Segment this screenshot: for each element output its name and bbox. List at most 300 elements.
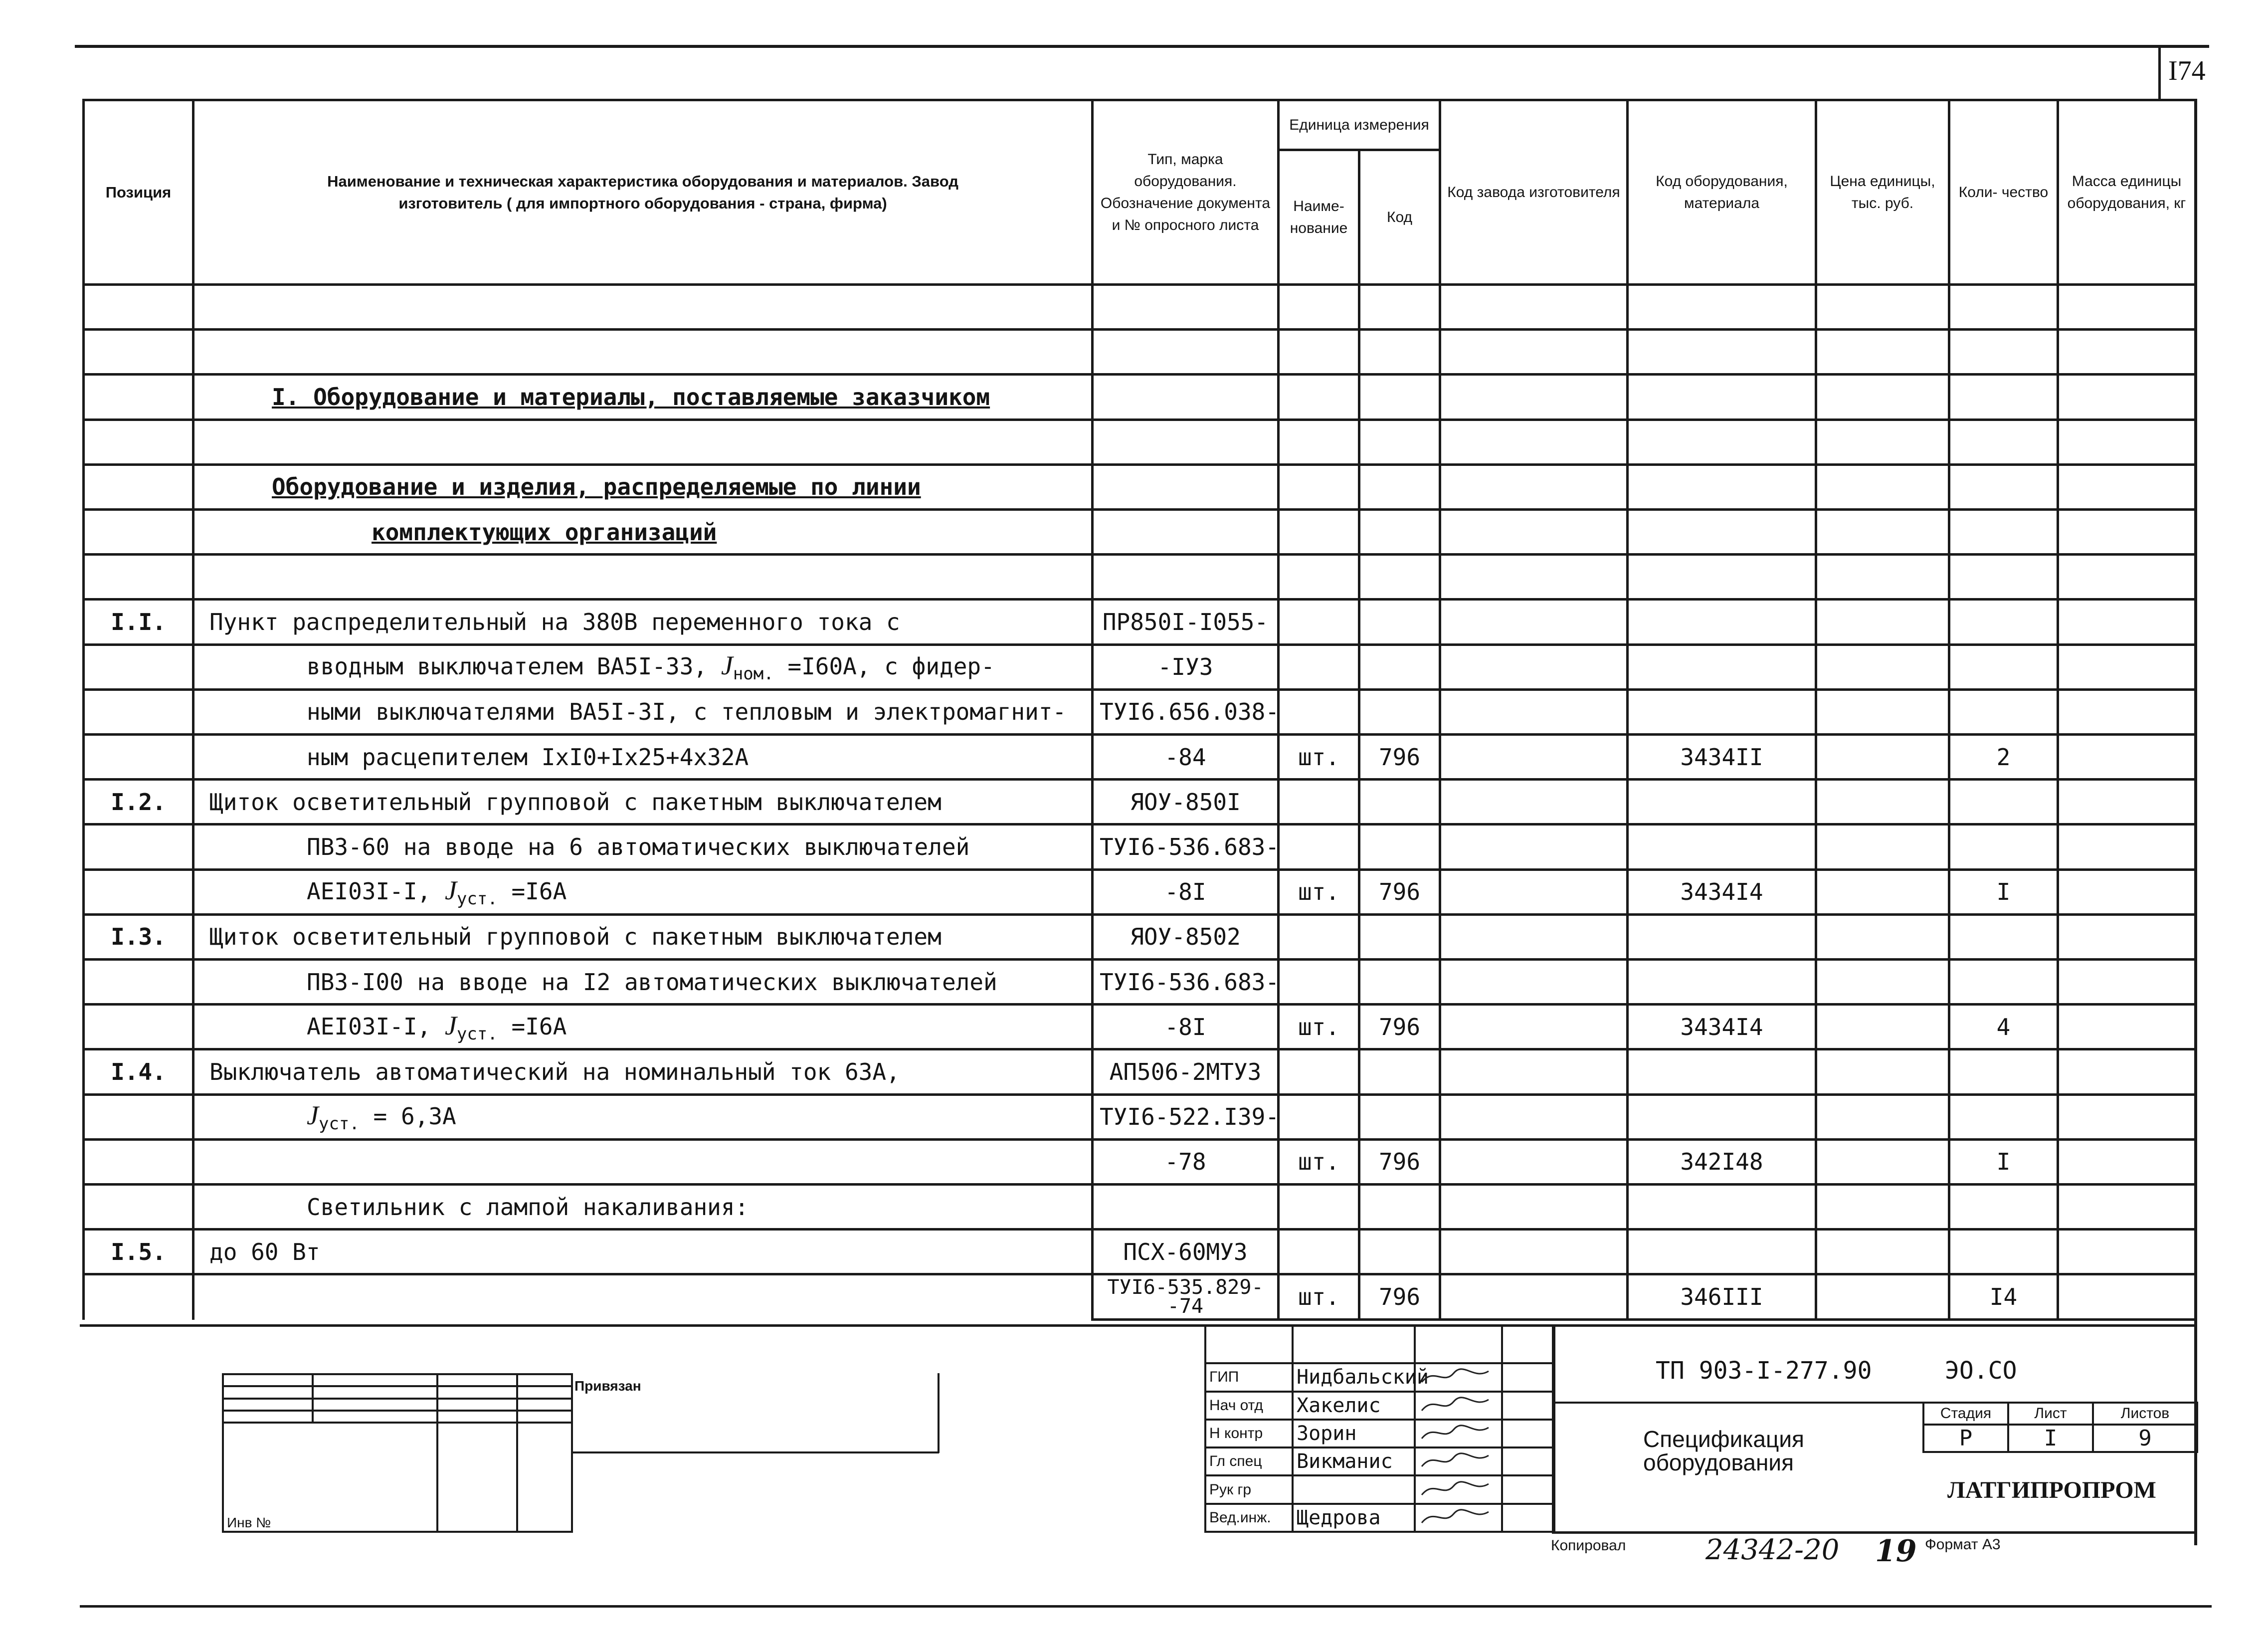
mass-cell bbox=[2058, 1005, 2196, 1049]
date-cell bbox=[1502, 1475, 1554, 1503]
signature-row bbox=[1205, 1475, 1554, 1503]
item-text: ным расцепителем IxI0+Ix25+4x32А bbox=[307, 743, 749, 771]
item-text-tail: =I60А, с фидер- bbox=[773, 653, 995, 680]
specification-table bbox=[82, 99, 2197, 1321]
role-label: Нач отд bbox=[1205, 1392, 1293, 1420]
equipment-code-cell: 346III bbox=[1628, 1274, 1816, 1320]
position-cell bbox=[84, 960, 193, 1005]
current-subscript: уст. bbox=[456, 1024, 498, 1044]
unit-name-cell bbox=[1279, 330, 1359, 375]
table-row bbox=[84, 555, 2196, 600]
equipment-code-cell bbox=[1628, 419, 1816, 464]
unit-name-cell bbox=[1279, 375, 1359, 419]
unit-name-cell bbox=[1279, 780, 1359, 825]
table-row bbox=[84, 825, 2196, 869]
position-cell bbox=[84, 419, 193, 464]
name-cell bbox=[193, 960, 1093, 1005]
quantity-cell bbox=[1949, 285, 2058, 330]
position-cell bbox=[84, 1094, 193, 1139]
factory-code-cell bbox=[1440, 960, 1628, 1005]
role-label: ГИП bbox=[1205, 1363, 1293, 1391]
position-cell bbox=[84, 510, 193, 555]
copy-number: 24342-20 bbox=[1705, 1534, 1840, 1566]
type-cell: ЯОУ-8502 bbox=[1093, 914, 1279, 959]
name-cell bbox=[193, 464, 1093, 509]
unit-name-cell: шт. bbox=[1279, 735, 1359, 780]
price-cell bbox=[1816, 510, 1949, 555]
item-text: Светильник с лампой накаливания: bbox=[307, 1193, 749, 1221]
table-row bbox=[84, 1230, 2196, 1274]
position-cell bbox=[84, 375, 193, 419]
position-cell bbox=[84, 689, 193, 734]
position-cell: I.5. bbox=[84, 1230, 193, 1274]
name-cell bbox=[193, 600, 1093, 644]
item-text: АЕI03I-I, bbox=[307, 1013, 445, 1040]
equipment-code-cell bbox=[1628, 1185, 1816, 1230]
unit-code-cell bbox=[1359, 330, 1440, 375]
unit-code-cell bbox=[1359, 1185, 1440, 1230]
section-heading: Оборудование и изделия, распределяемые по линии bbox=[272, 473, 921, 501]
name-cell bbox=[193, 375, 1093, 419]
stage-sheet-table bbox=[1922, 1402, 2198, 1453]
table-row bbox=[84, 600, 2196, 644]
factory-code-cell bbox=[1440, 419, 1628, 464]
handwritten-signature bbox=[1419, 1449, 1494, 1471]
table-row bbox=[84, 1094, 2196, 1139]
unit-code-cell bbox=[1359, 419, 1440, 464]
table-row bbox=[84, 375, 2196, 419]
type-cell bbox=[1093, 330, 1279, 375]
title-block-top bbox=[80, 1324, 2194, 1327]
document-suffix: ЭО.СО bbox=[1945, 1357, 2017, 1385]
col-header-equipment-code: Код оборудования, материала bbox=[1628, 100, 1816, 285]
type-cell: ТУI6.656.038- bbox=[1093, 689, 1279, 734]
section-heading: комплектующих организаций bbox=[372, 518, 717, 546]
unit-code-cell bbox=[1359, 1230, 1440, 1274]
price-cell bbox=[1816, 419, 1949, 464]
equipment-code-cell bbox=[1628, 510, 1816, 555]
position-cell bbox=[84, 1274, 193, 1320]
copied-label: Копировал bbox=[1551, 1537, 1626, 1554]
unit-code-cell bbox=[1359, 914, 1440, 959]
bound-label: Привязан bbox=[574, 1378, 641, 1394]
name-cell bbox=[193, 285, 1093, 330]
item-text-tail: =I6А bbox=[497, 878, 567, 905]
name-cell bbox=[193, 780, 1093, 825]
quantity-cell bbox=[1949, 689, 2058, 734]
equipment-code-cell: 3434II bbox=[1628, 735, 1816, 780]
title-right-bottom bbox=[1552, 1531, 2196, 1534]
signature-row bbox=[1205, 1420, 1554, 1447]
equipment-code-cell bbox=[1628, 464, 1816, 509]
unit-code-cell bbox=[1359, 375, 1440, 419]
unit-code-cell bbox=[1359, 285, 1440, 330]
unit-name-cell bbox=[1279, 555, 1359, 600]
role-person-name: Зорин bbox=[1293, 1420, 1415, 1447]
date-cell bbox=[1502, 1420, 1554, 1447]
unit-name-cell bbox=[1279, 825, 1359, 869]
unit-code-cell: 796 bbox=[1359, 869, 1440, 914]
unit-name-cell bbox=[1279, 600, 1359, 644]
unit-name-cell bbox=[1279, 914, 1359, 959]
price-cell bbox=[1816, 464, 1949, 509]
name-cell bbox=[193, 735, 1093, 780]
table-row bbox=[84, 285, 2196, 330]
price-cell bbox=[1816, 735, 1949, 780]
mass-cell bbox=[2058, 510, 2196, 555]
factory-code-cell bbox=[1440, 464, 1628, 509]
quantity-cell bbox=[1949, 330, 2058, 375]
equipment-code-cell: 3434I4 bbox=[1628, 869, 1816, 914]
mass-cell bbox=[2058, 780, 2196, 825]
factory-code-cell bbox=[1440, 914, 1628, 959]
table-row bbox=[84, 419, 2196, 464]
type-cell bbox=[1093, 555, 1279, 600]
type-cell: АП506-2МТУЗ bbox=[1093, 1049, 1279, 1094]
equipment-code-cell bbox=[1628, 375, 1816, 419]
name-cell bbox=[193, 869, 1093, 914]
quantity-cell: 2 bbox=[1949, 735, 2058, 780]
name-cell bbox=[193, 1230, 1093, 1274]
price-cell bbox=[1816, 330, 1949, 375]
equipment-code-cell bbox=[1628, 1230, 1816, 1274]
mass-cell bbox=[2058, 375, 2196, 419]
sheet-number-box-left bbox=[2158, 48, 2161, 99]
handwritten-signature bbox=[1419, 1394, 1494, 1416]
factory-code-cell bbox=[1440, 644, 1628, 689]
unit-name-cell bbox=[1279, 689, 1359, 734]
factory-code-cell bbox=[1440, 689, 1628, 734]
unit-name-cell bbox=[1279, 1049, 1359, 1094]
factory-code-cell bbox=[1440, 780, 1628, 825]
item-text: ПВЗ-60 на вводе на 6 автоматических выключателей bbox=[307, 833, 970, 861]
mass-cell bbox=[2058, 1230, 2196, 1274]
price-cell bbox=[1816, 869, 1949, 914]
price-cell bbox=[1816, 555, 1949, 600]
role-person-name: Нидбальский bbox=[1293, 1363, 1415, 1391]
type-cell: ТУI6-522.I39- bbox=[1093, 1094, 1279, 1139]
name-cell bbox=[193, 555, 1093, 600]
equipment-code-cell bbox=[1628, 600, 1816, 644]
quantity-cell bbox=[1949, 510, 2058, 555]
item-text: ными выключателями ВА5I-3I, с тепловым и электромагнит- bbox=[307, 698, 1067, 726]
col-header-name: Наименование и техническая характеристика оборудования и материалов. Завод изготовитель ( для импортного оборудования - страна, фирма) bbox=[193, 100, 1093, 285]
quantity-cell bbox=[1949, 1185, 2058, 1230]
factory-code-cell bbox=[1440, 1274, 1628, 1320]
signature-cell bbox=[1415, 1420, 1502, 1447]
table-row bbox=[84, 689, 2196, 734]
price-cell bbox=[1816, 1230, 1949, 1274]
role-person-name: Викманис bbox=[1293, 1447, 1415, 1475]
unit-name-cell bbox=[1279, 1094, 1359, 1139]
unit-name-cell bbox=[1279, 464, 1359, 509]
unit-code-cell bbox=[1359, 689, 1440, 734]
quantity-cell bbox=[1949, 960, 2058, 1005]
quantity-cell bbox=[1949, 375, 2058, 419]
mass-cell bbox=[2058, 644, 2196, 689]
copy-page: 19 bbox=[1875, 1534, 1917, 1569]
signature-row bbox=[1205, 1392, 1554, 1420]
date-cell bbox=[1502, 1363, 1554, 1391]
position-cell bbox=[84, 1005, 193, 1049]
unit-code-cell bbox=[1359, 510, 1440, 555]
type-cell: -8I bbox=[1093, 869, 1279, 914]
date-cell bbox=[1502, 1392, 1554, 1420]
quantity-cell: I4 bbox=[1949, 1274, 2058, 1320]
current-symbol: J bbox=[721, 650, 733, 681]
item-text: ПВЗ-I00 на вводе на I2 автоматических выключателей bbox=[307, 968, 997, 996]
sheets-label: Листов bbox=[2093, 1403, 2197, 1425]
role-person-name: Хакелис bbox=[1293, 1392, 1415, 1420]
quantity-cell bbox=[1949, 644, 2058, 689]
type-cell: -8I bbox=[1093, 1005, 1279, 1049]
unit-code-cell: 796 bbox=[1359, 1139, 1440, 1184]
unit-name-cell: шт. bbox=[1279, 1005, 1359, 1049]
sheets-value: 9 bbox=[2093, 1425, 2197, 1452]
equipment-code-cell bbox=[1628, 780, 1816, 825]
position-cell: I.I. bbox=[84, 600, 193, 644]
table-row bbox=[84, 1274, 2196, 1320]
name-cell bbox=[193, 1049, 1093, 1094]
mass-cell bbox=[2058, 689, 2196, 734]
col-header-unit-code: Код bbox=[1359, 150, 1440, 285]
mass-cell bbox=[2058, 419, 2196, 464]
factory-code-cell bbox=[1440, 1094, 1628, 1139]
position-cell bbox=[84, 1185, 193, 1230]
handwritten-signature bbox=[1419, 1478, 1494, 1500]
type-cell bbox=[1093, 464, 1279, 509]
unit-name-cell bbox=[1279, 1185, 1359, 1230]
role-person-name: Щедрова bbox=[1293, 1504, 1415, 1532]
position-cell: I.3. bbox=[84, 914, 193, 959]
unit-code-cell bbox=[1359, 1049, 1440, 1094]
position-cell: I.2. bbox=[84, 780, 193, 825]
price-cell bbox=[1816, 375, 1949, 419]
type-cell: ЯОУ-850I bbox=[1093, 780, 1279, 825]
equipment-code-cell bbox=[1628, 914, 1816, 959]
factory-code-cell bbox=[1440, 285, 1628, 330]
equipment-code-cell bbox=[1628, 689, 1816, 734]
signature-cell bbox=[1415, 1475, 1502, 1503]
signature-cell bbox=[1415, 1504, 1502, 1532]
col-header-unit-name: Наиме- нование bbox=[1279, 150, 1359, 285]
unit-code-cell bbox=[1359, 1094, 1440, 1139]
table-row bbox=[84, 735, 2196, 780]
quantity-cell: 4 bbox=[1949, 1005, 2058, 1049]
col-header-price: Цена единицы, тыс. руб. bbox=[1816, 100, 1949, 285]
table-row bbox=[84, 464, 2196, 509]
mass-cell bbox=[2058, 1094, 2196, 1139]
inventory-number-label: Инв № bbox=[223, 1423, 437, 1532]
document-title-line2: оборудования bbox=[1643, 1449, 1794, 1475]
unit-code-cell: 796 bbox=[1359, 735, 1440, 780]
type-cell bbox=[1093, 419, 1279, 464]
col-header-quantity: Коли- чество bbox=[1949, 100, 2058, 285]
name-cell bbox=[193, 1185, 1093, 1230]
factory-code-cell bbox=[1440, 1049, 1628, 1094]
sheet-number: I74 bbox=[2168, 55, 2206, 86]
item-text: Щиток осветительный групповой с пакетным выключателем bbox=[209, 788, 942, 816]
mass-cell bbox=[2058, 914, 2196, 959]
price-cell bbox=[1816, 780, 1949, 825]
price-cell bbox=[1816, 1185, 1949, 1230]
factory-code-cell bbox=[1440, 330, 1628, 375]
unit-code-cell: 796 bbox=[1359, 1005, 1440, 1049]
format-label: Формат А3 bbox=[1925, 1536, 2001, 1553]
mass-cell bbox=[2058, 330, 2196, 375]
type-cell: ТУI6-536.683- bbox=[1093, 825, 1279, 869]
price-cell bbox=[1816, 644, 1949, 689]
role-person-name bbox=[1293, 1475, 1415, 1503]
table-row bbox=[84, 510, 2196, 555]
unit-name-cell bbox=[1279, 644, 1359, 689]
equipment-code-cell bbox=[1628, 1049, 1816, 1094]
sheet-label: Лист bbox=[2008, 1403, 2093, 1425]
type-cell: ПР850I-I055- bbox=[1093, 600, 1279, 644]
unit-code-cell: 796 bbox=[1359, 1274, 1440, 1320]
mass-cell bbox=[2058, 960, 2196, 1005]
position-cell bbox=[84, 644, 193, 689]
type-cell bbox=[1093, 285, 1279, 330]
current-symbol: J bbox=[444, 1010, 457, 1040]
quantity-cell bbox=[1949, 555, 2058, 600]
equipment-code-cell bbox=[1628, 285, 1816, 330]
col-header-factory-code: Код завода изготовителя bbox=[1440, 100, 1628, 285]
factory-code-cell bbox=[1440, 1005, 1628, 1049]
position-cell bbox=[84, 1139, 193, 1184]
equipment-code-cell bbox=[1628, 644, 1816, 689]
name-cell bbox=[193, 1094, 1093, 1139]
mass-cell bbox=[2058, 1049, 2196, 1094]
quantity-cell bbox=[1949, 1049, 2058, 1094]
current-symbol: J bbox=[307, 1100, 319, 1131]
table-row bbox=[84, 1049, 2196, 1094]
date-cell bbox=[1502, 1447, 1554, 1475]
section-heading: I. Оборудование и материалы, поставляемые заказчиком bbox=[272, 384, 990, 411]
type-cell bbox=[1093, 510, 1279, 555]
handwritten-signature bbox=[1419, 1422, 1494, 1444]
document-code: ТП 903-I-277.90 bbox=[1656, 1357, 1872, 1385]
unit-code-cell bbox=[1359, 464, 1440, 509]
signature-cell bbox=[1415, 1392, 1502, 1420]
title-right-left-line bbox=[1552, 1324, 1554, 1533]
stage-label: Стадия bbox=[1923, 1403, 2008, 1425]
signature-row bbox=[1205, 1447, 1554, 1475]
col-header-mass: Масса единицы оборудования, кг bbox=[2058, 100, 2196, 285]
factory-code-cell bbox=[1440, 1139, 1628, 1184]
current-subscript: уст. bbox=[456, 889, 498, 909]
bound-box-right bbox=[938, 1373, 940, 1453]
unit-name-cell bbox=[1279, 419, 1359, 464]
mass-cell bbox=[2058, 464, 2196, 509]
signature-row bbox=[1205, 1363, 1554, 1391]
price-cell bbox=[1816, 1049, 1949, 1094]
current-subscript: ном. bbox=[733, 664, 774, 684]
position-cell bbox=[84, 285, 193, 330]
price-cell bbox=[1816, 1094, 1949, 1139]
table-row bbox=[84, 1005, 2196, 1049]
mass-cell bbox=[2058, 555, 2196, 600]
table-row bbox=[84, 780, 2196, 825]
sheet-value: I bbox=[2008, 1425, 2093, 1452]
price-cell bbox=[1816, 1274, 1949, 1320]
price-cell bbox=[1816, 1005, 1949, 1049]
stage-value: Р bbox=[1923, 1425, 2008, 1452]
price-cell bbox=[1816, 825, 1949, 869]
unit-name-cell bbox=[1279, 510, 1359, 555]
quantity-cell: I bbox=[1949, 1139, 2058, 1184]
equipment-code-cell bbox=[1628, 825, 1816, 869]
mass-cell bbox=[2058, 869, 2196, 914]
unit-name-cell: шт. bbox=[1279, 1139, 1359, 1184]
signature-row bbox=[1205, 1504, 1554, 1532]
factory-code-cell bbox=[1440, 600, 1628, 644]
table-row bbox=[84, 1185, 2196, 1230]
signature-cell bbox=[1415, 1447, 1502, 1475]
type-cell bbox=[1093, 1185, 1279, 1230]
unit-name-cell bbox=[1279, 1230, 1359, 1274]
quantity-cell bbox=[1949, 1230, 2058, 1274]
quantity-cell bbox=[1949, 464, 2058, 509]
equipment-code-cell bbox=[1628, 555, 1816, 600]
quantity-cell bbox=[1949, 1094, 2058, 1139]
item-text: Щиток осветительный групповой с пакетным выключателем bbox=[209, 923, 942, 951]
unit-code-cell bbox=[1359, 780, 1440, 825]
quantity-cell bbox=[1949, 419, 2058, 464]
top-border-line bbox=[75, 45, 2209, 48]
unit-code-cell bbox=[1359, 600, 1440, 644]
unit-name-cell: шт. bbox=[1279, 869, 1359, 914]
quantity-cell bbox=[1949, 825, 2058, 869]
quantity-cell: I bbox=[1949, 869, 2058, 914]
date-cell bbox=[1502, 1504, 1554, 1532]
mass-cell bbox=[2058, 1274, 2196, 1320]
factory-code-cell bbox=[1440, 375, 1628, 419]
handwritten-signature bbox=[1419, 1506, 1494, 1528]
col-header-unit-group: Единица измерения bbox=[1279, 100, 1440, 150]
item-text: АЕI03I-I, bbox=[307, 878, 445, 905]
item-text: Выключатель автоматический на номинальный ток 63А, bbox=[209, 1058, 900, 1086]
table-row bbox=[84, 960, 2196, 1005]
type-cell: ТУI6-535.829- -74 bbox=[1093, 1274, 1279, 1320]
factory-code-cell bbox=[1440, 555, 1628, 600]
role-label: Вед.инж. bbox=[1205, 1504, 1293, 1532]
role-label: Гл спец bbox=[1205, 1447, 1293, 1475]
document-title-line1: Спецификация bbox=[1643, 1426, 1804, 1452]
name-cell bbox=[193, 689, 1093, 734]
item-text: до 60 Вт bbox=[209, 1238, 320, 1265]
mass-cell bbox=[2058, 825, 2196, 869]
bottom-border-line bbox=[80, 1605, 2212, 1608]
quantity-cell bbox=[1949, 914, 2058, 959]
organization-name: ЛАТГИПРОПРОМ bbox=[1947, 1477, 2156, 1503]
equipment-code-cell: 342I48 bbox=[1628, 1139, 1816, 1184]
position-cell bbox=[84, 825, 193, 869]
col-header-position: Позиция bbox=[84, 100, 193, 285]
factory-code-cell bbox=[1440, 510, 1628, 555]
unit-code-cell bbox=[1359, 825, 1440, 869]
mass-cell bbox=[2058, 1185, 2196, 1230]
price-cell bbox=[1816, 914, 1949, 959]
unit-name-cell: шт. bbox=[1279, 1274, 1359, 1320]
item-text: вводным выключателем ВА5I-33, bbox=[307, 653, 721, 680]
approval-stamp-grid bbox=[222, 1373, 573, 1533]
unit-code-cell bbox=[1359, 960, 1440, 1005]
name-cell bbox=[193, 825, 1093, 869]
signature-roles-table bbox=[1204, 1324, 1555, 1533]
price-cell bbox=[1816, 285, 1949, 330]
name-cell bbox=[193, 510, 1093, 555]
